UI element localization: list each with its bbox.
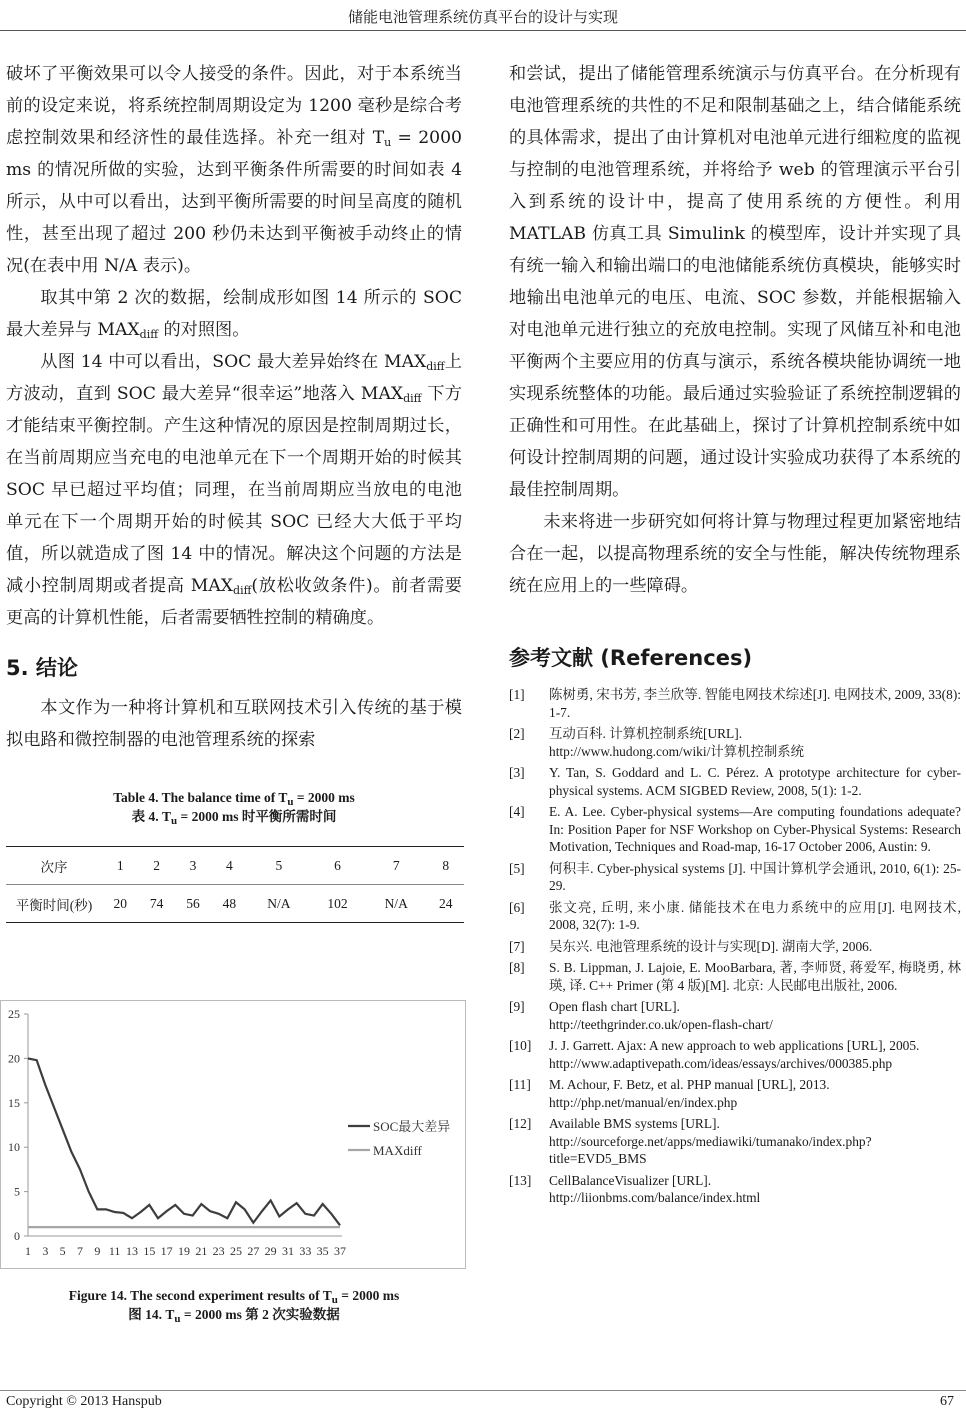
reference-text: CellBalanceVisualizer [URL]. — [549, 1172, 712, 1188]
table-caption-en — [6, 788, 462, 807]
reference-list — [509, 686, 961, 1207]
chart-x-tick-label: 25 — [230, 1244, 242, 1258]
legend-label: SOC最大差异 — [373, 1119, 451, 1134]
reference-item — [509, 725, 961, 760]
reference-text: 陈树勇, 宋书芳, 李兰欣等. 智能电网技术综述[J]. 电网技术, 2009, 33(8): 1-7. — [549, 687, 961, 720]
reference-text: Available BMS systems [URL]. — [549, 1116, 720, 1131]
reference-item — [509, 998, 961, 1033]
table-cell: 74 — [138, 885, 174, 923]
reference-text: J. J. Garrett. Ajax: A new approach to web applications [URL], 2005. — [549, 1038, 920, 1053]
reference-text: 互动百科. 计算机控制系统[URL]. — [549, 726, 743, 741]
subscript: u — [171, 815, 178, 827]
chart-x-tick-label: 9 — [94, 1244, 101, 1258]
chart-y-ticks — [8, 1007, 28, 1243]
reference-number: [7] — [509, 938, 525, 954]
reference-item — [509, 686, 961, 721]
reference-number: [10] — [509, 1038, 532, 1053]
table-row — [6, 885, 464, 923]
chart-series — [28, 1058, 340, 1227]
reference-number: [5] — [509, 860, 525, 876]
text: = 2000 ms 的情况所做的实验，达到平衡条件所需要的时间如表 4 所示，从中可以看出，达到平衡所需要的时间呈高度的随机性，甚至出现了超过 200 秒仍未达到平衡被手动终止的情况(在表中用 N/A 表示)。 — [6, 128, 462, 276]
chart-y-tick-label: 0 — [14, 1229, 20, 1243]
running-header: 储能电池管理系统仿真平台的设计与实现 — [347, 8, 618, 26]
table-cell: 56 — [175, 885, 211, 923]
reference-text: 何积丰. Cyber-physical systems [J]. 中国计算机学会通讯, 2010, 6(1): 25-29. — [549, 860, 961, 893]
chart-x-tick-label: 21 — [195, 1244, 208, 1258]
header-rule — [0, 30, 966, 31]
soc-chart — [0, 1000, 466, 1270]
right-column — [509, 58, 961, 1211]
reference-text: S. B. Lippman, J. Lajoie, E. MooBarbara, 著, 李师贤, 蒋爱军, 梅晓勇, 林瑛, 译. C++ Primer (第 4 版)[M]. 北京: 人民邮电出版社, 2006. — [549, 960, 961, 993]
reference-text: M. Achour, F. Betz, et al. PHP manual [URL], 2013. — [549, 1077, 830, 1092]
reference-number: [6] — [509, 899, 525, 915]
paragraph-2 — [6, 282, 462, 346]
table-cell: 20 — [102, 885, 138, 923]
chart-x-tick-label: 37 — [334, 1244, 346, 1258]
left-column — [6, 58, 462, 923]
chart-y-tick-label: 5 — [14, 1184, 20, 1199]
chart-frame — [1, 1001, 466, 1269]
reference-item — [509, 959, 961, 994]
subscript: u — [331, 1294, 338, 1306]
chart-x-tick-label: 1 — [25, 1244, 31, 1258]
table-header-cell: 3 — [175, 847, 211, 885]
chart-x-tick-label: 29 — [264, 1244, 277, 1258]
text: 破坏了平衡效果可以令人接受的条件。因此，对于本系统当前的设定来说，将系统控制周期设定为 1200 毫秒是综合考虑控制效果和经济性的最佳选择。补充一组对 T — [6, 64, 462, 148]
reference-number: [4] — [509, 804, 525, 819]
subscript: diff — [139, 328, 159, 341]
table-caption-zh — [6, 807, 462, 826]
table-header-row — [6, 847, 464, 885]
reference-number: [2] — [509, 726, 525, 741]
table-header-cell: 1 — [102, 847, 138, 885]
subscript: diff — [233, 584, 252, 597]
paragraph-right-1: 和尝试，提出了储能管理系统演示与仿真平台。在分析现有电池管理系统的共性的不足和限制基础之上，结合储能系统的具体需求，提出了由计算机对电池单元进行细粒度的监视与控制的电池管理系统，并将给予 web 的管理演示平台引入到系统的设计中，提高了使用系统的方便性。利用 MATLAB 仿真工具 Simulink 的模型库，设计并实现了具有统一输入和输出端口的电池储能系统仿真模块，能够实时地输出电池单元的电压、电流、SOC 参数，并能根据输入对电池单元进行独立的充放电控制。实现了风储互补和电池平衡两个主要应用的仿真与演示，系统各模块能协调统一地实现系统整体的功能。最后通过实验验证了系统控制逻辑的正确性和可用性。在此基础上，探讨了计算机控制系统中如何设计控制周期的问题，通过设计实验成功获得了本系统的最佳控制周期。 — [509, 64, 961, 500]
table-row-label: 平衡时间(秒) — [6, 885, 102, 923]
references-title: 参考文献 (References) — [509, 646, 753, 670]
table-header-label: 次序 — [6, 847, 102, 885]
paragraph-4: 本文作为一种将计算机和互联网技术引入传统的基于模拟电路和微控制器的电池管理系统的探索 — [6, 698, 462, 750]
reference-item — [509, 803, 961, 856]
reference-text: Open flash chart [URL]. — [549, 999, 680, 1014]
table-header-cell: 5 — [248, 847, 311, 885]
subscript: u — [287, 796, 294, 808]
chart-x-tick-label: 23 — [212, 1244, 225, 1258]
chart-x-tick-label: 35 — [316, 1244, 329, 1258]
table-header-cell: 8 — [428, 847, 464, 885]
table-header-cell: 4 — [211, 847, 247, 885]
subscript: u — [384, 136, 392, 149]
chart-x-tick-label: 33 — [299, 1244, 312, 1258]
reference-url: http://sourceforge.net/apps/mediawiki/tumanako/index.php?title=EVD5_BMS — [549, 1133, 872, 1166]
reference-item — [509, 938, 961, 956]
reference-number: [11] — [509, 1077, 531, 1092]
chart-y-tick-label: 15 — [8, 1095, 20, 1110]
table-header-cell: 7 — [365, 847, 428, 885]
reference-url: http://teethgrinder.co.uk/open-flash-chart/ — [549, 1016, 773, 1032]
text: (放松收敛条件)。前者需要更高的计算机性能，后者需要牺牲控制的精确度。 — [6, 576, 462, 628]
reference-text: E. A. Lee. Cyber-physical systems—Are computing foundations adequate? In: Position Paper for NSF Workshop on Cyber-Physical Systems: Research Motivation, Techniques and Road-map, 16-17 October 2006, Austin: 9. — [549, 804, 961, 854]
balance-time-table — [6, 846, 464, 923]
subscript: diff — [426, 360, 445, 373]
chart-y-tick-label: 25 — [8, 1007, 20, 1021]
text: 上方波动，直到 SOC 最大差异“很幸运”地落入 MAX — [6, 352, 462, 404]
reference-number: [13] — [509, 1172, 532, 1188]
section-title-conclusion: 5. 结论 — [6, 656, 78, 680]
reference-item — [509, 1037, 961, 1072]
reference-text: Y. Tan, S. Goddard and L. C. Pérez. A prototype architecture for cyber-physical systems. ACM SIGBED Review, 2008, 5(1): 1-2. — [549, 765, 961, 798]
reference-url: http://php.net/manual/en/index.php — [549, 1094, 738, 1110]
chart-x-tick-label: 15 — [143, 1244, 156, 1258]
reference-text: 吴东兴. 电池管理系统的设计与实现[D]. 湖南大学, 2006. — [549, 938, 873, 954]
reference-url: http://liionbms.com/balance/index.html — [549, 1190, 761, 1205]
reference-item — [509, 1076, 961, 1111]
chart-y-tick-label: 20 — [8, 1051, 20, 1066]
text: 图 14. T — [128, 1307, 175, 1322]
reference-item — [509, 1172, 961, 1207]
reference-number: [8] — [509, 960, 525, 975]
reference-url: http://www.hudong.com/wiki/计算机控制系统 — [549, 743, 805, 759]
text: Table 4. The balance time of T — [113, 790, 288, 805]
chart-x-tick-label: 5 — [59, 1244, 66, 1258]
paragraph-1 — [6, 58, 462, 282]
chart-x-tick-label: 17 — [160, 1244, 173, 1258]
text: 表 4. T — [131, 809, 172, 824]
chart-y-tick-label: 10 — [8, 1140, 20, 1155]
text: 下方才能结束平衡控制。产生这种情况的原因是控制周期过长，在当前周期应当充电的电池单元在下一个周期开始的时候其 SOC 早已超过平均值；同理，在当前周期应当放电的电池单元在下一个周期开始的时候其 SOC 已经大大低于平均值，所以就造成了图 14 中的情况。解决这个问题的方法是减小控制周期或者提高 MAX — [6, 384, 462, 596]
subscript: u — [174, 1313, 181, 1325]
table-cell: N/A — [248, 885, 311, 923]
chart-series-line — [28, 1058, 340, 1225]
text: 的对照图。 — [158, 320, 250, 340]
reference-number: [1] — [509, 687, 525, 702]
page-number: 67 — [940, 1394, 954, 1409]
footer-copyright: Copyright © 2013 Hanspub — [6, 1394, 162, 1409]
text: = 2000 ms — [337, 1288, 400, 1303]
chart-x-tick-label: 3 — [42, 1244, 49, 1258]
chart-x-tick-label: 27 — [247, 1244, 260, 1258]
reference-item — [509, 1115, 961, 1168]
table-cell: N/A — [365, 885, 428, 923]
reference-number: [12] — [509, 1116, 532, 1131]
paragraph-right-2: 未来将进一步研究如何将计算与物理过程更加紧密地结合在一起，以提高物理系统的安全与性能，解决传统物理系统在应用上的一些障碍。 — [509, 512, 961, 596]
chart-x-tick-label: 11 — [108, 1244, 121, 1258]
paragraph-3 — [6, 346, 462, 634]
chart-x-tick-label: 7 — [77, 1244, 83, 1258]
table-header-cell: 6 — [310, 847, 365, 885]
table-cell: 48 — [211, 885, 247, 923]
text: = 2000 ms — [293, 790, 355, 805]
table-header-cell: 2 — [138, 847, 174, 885]
chart-x-ticks — [25, 1244, 346, 1258]
reference-number: [9] — [509, 999, 525, 1014]
reference-item — [509, 899, 961, 934]
text: = 2000 ms 时平衡所需时间 — [177, 809, 337, 824]
figure-caption-en — [6, 1286, 462, 1305]
chart-grid — [1, 1001, 466, 1269]
reference-item — [509, 764, 961, 799]
reference-number: [3] — [509, 765, 525, 780]
reference-url: http://www.adaptivepath.com/ideas/essays/archives/000385.php — [549, 1055, 893, 1071]
text: 从图 14 中可以看出，SOC 最大差异始终在 MAX — [40, 352, 427, 372]
reference-item — [509, 860, 961, 895]
figure-caption-zh — [6, 1305, 462, 1324]
reference-text: 张文亮, 丘明, 来小康. 储能技术在电力系统中的应用[J]. 电网技术, 2008, 32(7): 1-9. — [549, 899, 961, 932]
chart-x-tick-label: 19 — [178, 1244, 190, 1258]
text: Figure 14. The second experiment results of T — [68, 1288, 332, 1303]
legend-label: MAXdiff — [373, 1143, 422, 1158]
text: 取其中第 2 次的数据，绘制成形如图 14 所示的 SOC 最大差异与 MAX — [6, 288, 462, 340]
figure-caption — [6, 1286, 462, 1324]
footer-rule — [0, 1390, 966, 1391]
chart-x-tick-label: 31 — [282, 1244, 294, 1258]
text: = 2000 ms 第 2 次实验数据 — [180, 1307, 340, 1322]
chart-legend — [348, 1119, 450, 1158]
table-cell: 24 — [428, 885, 464, 923]
table-cell: 102 — [310, 885, 365, 923]
subscript: diff — [403, 392, 422, 405]
chart-x-tick-label: 13 — [126, 1244, 138, 1258]
